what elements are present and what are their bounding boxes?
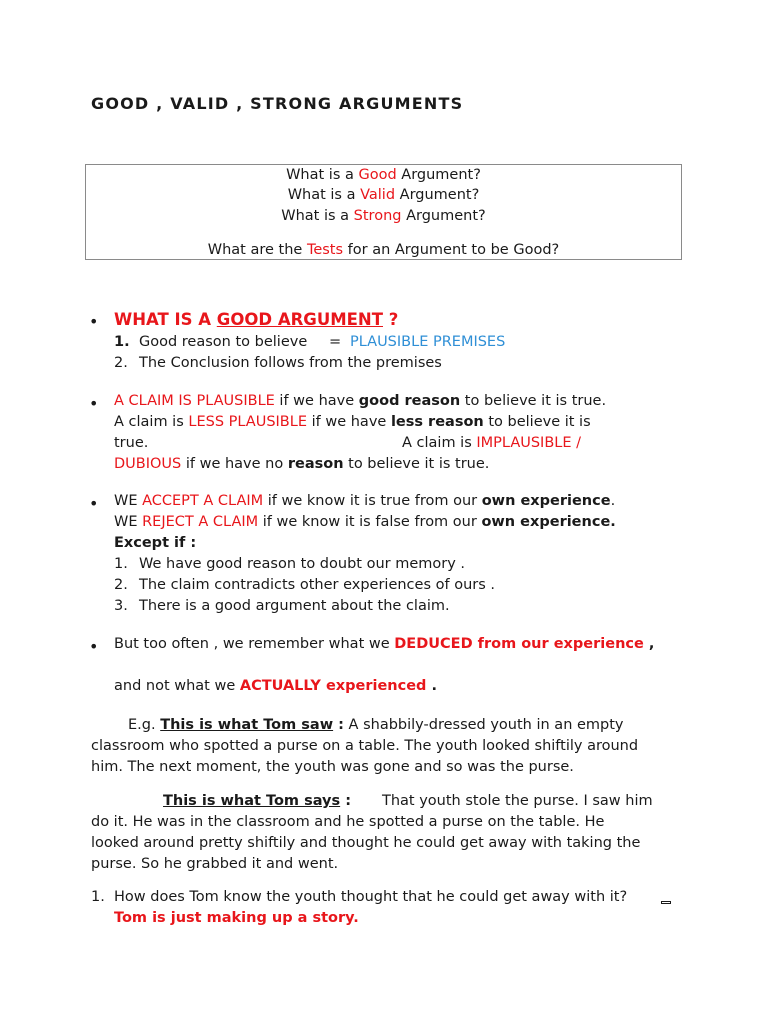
plausible-line-3b: A claim is IMPLAUSIBLE / — [402, 435, 582, 451]
question-tests: What are the Tests for an Argument to be Good? — [207, 242, 560, 258]
example-saw-line-2: classroom who spotted a purse on a table. The youth looked shiftily around — [91, 738, 639, 754]
question-valid: What is a Valid Argument? — [287, 187, 480, 203]
section-heading-good-argument: WHAT IS A GOOD ARGUMENT ? — [114, 310, 399, 329]
small-box-icon — [661, 901, 671, 904]
example-saw-line-1: E.g. This is what Tom saw : A shabbily-dressed youth in an empty — [128, 717, 624, 733]
example-says-label: This is what Tom says : — [163, 793, 351, 809]
plausible-premises: PLAUSIBLE PREMISES — [350, 334, 506, 350]
example-says-line-1: That youth stole the purse. I saw him — [382, 793, 653, 809]
plausible-line-4: DUBIOUS if we have no reason to believe it is true. — [114, 456, 490, 472]
list-item: The claim contradicts other experiences of ours . — [139, 577, 495, 593]
list-item: We have good reason to doubt our memory . — [139, 556, 466, 572]
plausible-line-2: A claim is LESS PLAUSIBLE if we have less reason to believe it is — [114, 414, 591, 430]
example-says-line-2: do it. He was in the classroom and he spotted a purse on the table. He — [91, 814, 605, 830]
example-saw-line-3: him. The next moment, the youth was gone and so was the purse. — [91, 759, 574, 775]
final-answer: Tom is just making up a story. — [114, 910, 359, 926]
bullet-icon: • — [89, 312, 99, 331]
plausible-line-3a: true. — [114, 435, 149, 451]
question-strong: What is a Strong Argument? — [281, 208, 486, 224]
example-says-line-3: looked around pretty shiftily and thought he could get away with taking the — [91, 835, 641, 851]
except-if-label: Except if : — [114, 535, 197, 551]
list-number: 3. — [114, 598, 128, 614]
bullet-icon: • — [89, 394, 99, 413]
example-says-line-4: purse. So he grabbed it and went. — [91, 856, 339, 872]
accept-claim-line: WE ACCEPT A CLAIM if we know it is true from our own experience. — [114, 493, 616, 509]
list-item: Good reason to believe — [139, 334, 308, 350]
reject-claim-line: WE REJECT A CLAIM if we know it is false from our own experience. — [114, 514, 616, 530]
equals-sign: = — [329, 334, 342, 350]
list-item: There is a good argument about the claim. — [139, 598, 450, 614]
actually-line: and not what we ACTUALLY experienced . — [114, 678, 437, 694]
final-question: How does Tom know the youth thought that he could get away with it? — [114, 889, 628, 905]
list-number: 1. — [114, 334, 130, 350]
list-number: 1. — [91, 889, 105, 905]
list-item: The Conclusion follows from the premises — [139, 355, 442, 371]
list-number: 2. — [114, 355, 128, 371]
deduced-line: But too often , we remember what we DEDUCED from our experience , — [114, 636, 655, 652]
page-title: GOOD , VALID , STRONG ARGUMENTS — [91, 94, 464, 113]
questions-box — [85, 164, 682, 260]
bullet-icon: • — [89, 637, 99, 656]
bullet-icon: • — [89, 494, 99, 513]
plausible-line-1: A CLAIM IS PLAUSIBLE if we have good reason to believe it is true. — [114, 393, 607, 409]
question-good: What is a Good Argument? — [286, 167, 481, 183]
list-number: 1. — [114, 556, 128, 572]
list-number: 2. — [114, 577, 128, 593]
